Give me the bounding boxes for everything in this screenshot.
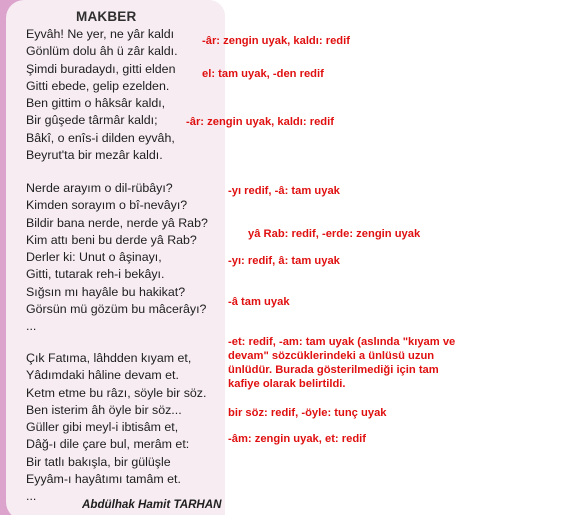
poem-line: Eyvâh! Ne yer, ne yâr kaldı xyxy=(26,27,175,41)
poem-line: Yâdımdaki hâline devam et. xyxy=(26,368,179,383)
poem-line: Derler ki: Unut o âşinayı, xyxy=(26,250,162,265)
stanza-1 xyxy=(26,26,178,164)
poem-line: Çık Fatıma, lâhdden kıyam et, xyxy=(26,351,192,365)
poem-line: Gitti, tutarak reh-i bekâyı. xyxy=(26,267,165,282)
annotation-rhyme-1: -âr: zengin uyak, kaldı: redif xyxy=(202,35,350,47)
poem-line: Nerde arayım o dil-rübâyı? xyxy=(26,181,173,195)
annotation-rhyme-2: el: tam uyak, -den redif xyxy=(202,68,324,80)
annotation-rhyme-8-line: kafiye olarak belirtildi. xyxy=(228,378,346,390)
poem-line: Bir gûşede târmâr kaldı; xyxy=(26,113,158,128)
poem-line: Gönlüm dolu âh ü zâr kaldı. xyxy=(26,44,178,59)
annotation-rhyme-6: -yı: redif, â: tam uyak xyxy=(228,255,340,267)
poem-line: Ketm etme bu râzı, söyle bir söz. xyxy=(26,385,207,400)
poem-line: Şimdi buradaydı, gitti elden xyxy=(26,61,176,76)
poem-line: Bâkî, o enîs-i dilden eyvâh, xyxy=(26,130,175,145)
annotation-rhyme-3: -âr: zengin uyak, kaldı: redif xyxy=(186,116,334,128)
stanza-2 xyxy=(26,180,208,336)
poem-line: ... xyxy=(26,489,37,504)
annotation-rhyme-4: -yı redif, -â: tam uyak xyxy=(228,185,340,197)
poem-line: Güller gibi meyl-i ibtisâm et, xyxy=(26,420,179,435)
annotation-rhyme-8-line: devam" sözcüklerindeki a ünlüsü uzun xyxy=(228,350,435,362)
annotation-rhyme-9: bir söz: redif, -öyle: tunç uyak xyxy=(228,407,387,419)
poem-line: Ben isterim âh öyle bir söz... xyxy=(26,402,182,417)
poem-line: Bildir bana nerde, nerde yâ Rab? xyxy=(26,215,208,230)
poem-author: Abdülhak Hamit TARHAN xyxy=(82,498,222,511)
poem-line: Bir tatlı bakışla, bir gülüşle xyxy=(26,454,171,469)
annotation-rhyme-10: -âm: zengin uyak, et: redif xyxy=(228,433,367,445)
poem-line: Gitti ebede, gelip ezelden. xyxy=(26,78,170,93)
annotation-rhyme-5: yâ Rab: redif, -erde: zengin uyak xyxy=(248,228,421,240)
poem-line: Beyrut'ta bir mezâr kaldı. xyxy=(26,148,163,163)
poem-line: Kim attı beni bu derde yâ Rab? xyxy=(26,232,197,247)
annotation-rhyme-8-line: ünlüdür. Burada gösterilmediği için tam xyxy=(228,364,439,376)
stanza-3 xyxy=(26,350,206,506)
poem-line: ... xyxy=(26,319,37,334)
poem-title: MAKBER xyxy=(76,9,137,24)
poem-line: Kimden sorayım o bî-nevâyı? xyxy=(26,198,188,213)
poem-line: Dâğ-ı dile çare bul, merâm et: xyxy=(26,437,190,452)
poem-line: Görsün mü gözüm bu mâcerâyı? xyxy=(26,302,207,317)
annotation-rhyme-7: -â tam uyak xyxy=(228,296,290,308)
annotation-rhyme-8-line: -et: redif, -am: tam uyak (aslında "kıyam ve xyxy=(228,336,456,348)
poem-line: Sığsın mı hayâle bu hakikat? xyxy=(26,284,186,299)
poem-line: Eyyâm-ı hayâtımı tamâm et. xyxy=(26,472,181,487)
poem-line: Ben gittim o hâksâr kaldı, xyxy=(26,96,166,111)
